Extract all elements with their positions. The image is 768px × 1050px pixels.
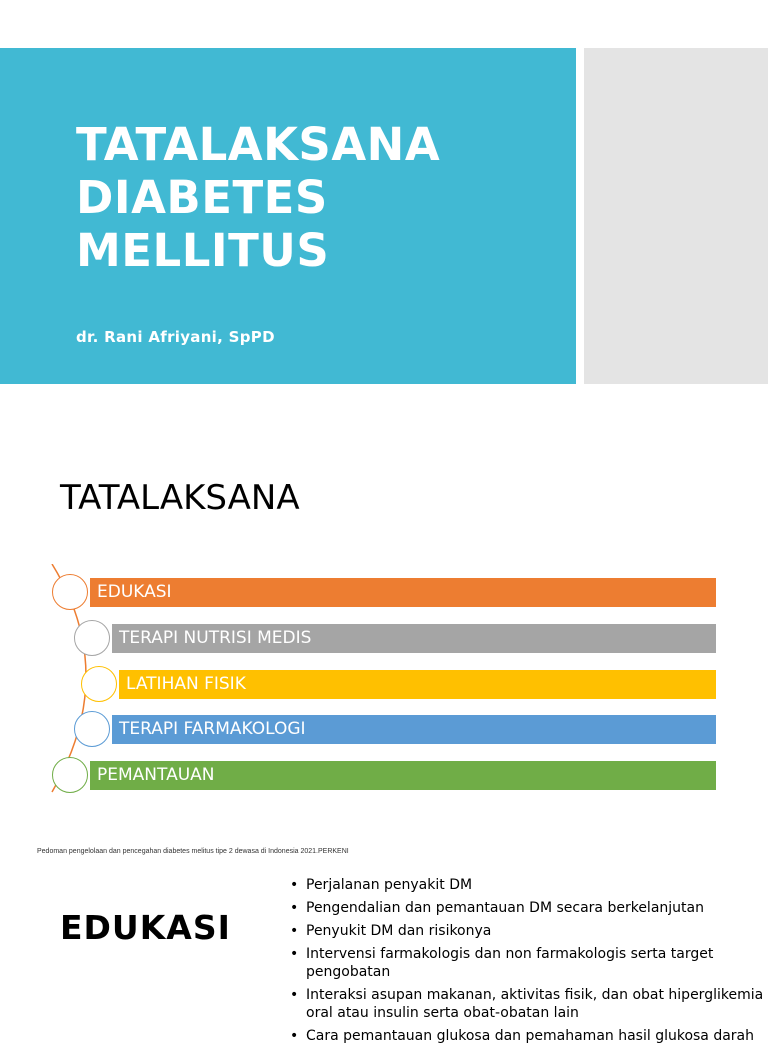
title-box bbox=[0, 48, 576, 384]
list-bar-4 bbox=[112, 715, 716, 744]
list-node-5 bbox=[52, 757, 88, 793]
list-node-4 bbox=[74, 711, 110, 747]
title-slide bbox=[0, 0, 768, 384]
list-bar-label: LATIHAN FISIK bbox=[126, 674, 246, 694]
slide-title: TATALAKSANA bbox=[60, 478, 300, 518]
side-panel bbox=[584, 48, 768, 384]
bullet-item: • Intervensi farmakologis dan non farmakologis serta target pengobatan bbox=[288, 945, 766, 981]
slide-title: EDUKASI bbox=[60, 908, 231, 947]
list-bar-label: TERAPI FARMAKOLOGI bbox=[119, 719, 306, 739]
list-bar-1 bbox=[90, 578, 716, 607]
list-bar-2 bbox=[112, 624, 716, 653]
edukasi-slide bbox=[0, 864, 768, 1044]
list-bar-5 bbox=[90, 761, 716, 790]
list-bar-label: EDUKASI bbox=[97, 582, 172, 602]
footnote: Pedoman pengelolaan dan pencegahan diabetes melitus tipe 2 dewasa di Indonesia 2021.PERKENI bbox=[37, 848, 349, 855]
tatalaksana-slide bbox=[0, 384, 768, 864]
author-name: dr. Rani Afriyani, SpPD bbox=[76, 328, 275, 346]
list-bar-label: TERAPI NUTRISI MEDIS bbox=[119, 628, 312, 648]
bullet-item: • Penyukit DM dan risikonya bbox=[288, 922, 766, 940]
list-node-2 bbox=[74, 620, 110, 656]
list-node-1 bbox=[52, 574, 88, 610]
list-bar-3 bbox=[119, 670, 716, 699]
deck-title: TATALAKSANA DIABETES MELLITUS bbox=[76, 118, 441, 277]
list-node-3 bbox=[81, 666, 117, 702]
bullet-item: • Perjalanan penyakit DM bbox=[288, 876, 766, 894]
list-bar-label: PEMANTAUAN bbox=[97, 765, 215, 785]
bullet-item: • Pengendalian dan pemantauan DM secara berkelanjutan bbox=[288, 899, 766, 917]
bullet-item: • Interaksi asupan makanan, aktivitas fisik, dan obat hiperglikemia oral atau insulin serta obat-obatan lain bbox=[288, 986, 766, 1022]
bullet-item: • Cara pemantauan glukosa dan pemahaman hasil glukosa darah bbox=[288, 1027, 766, 1045]
